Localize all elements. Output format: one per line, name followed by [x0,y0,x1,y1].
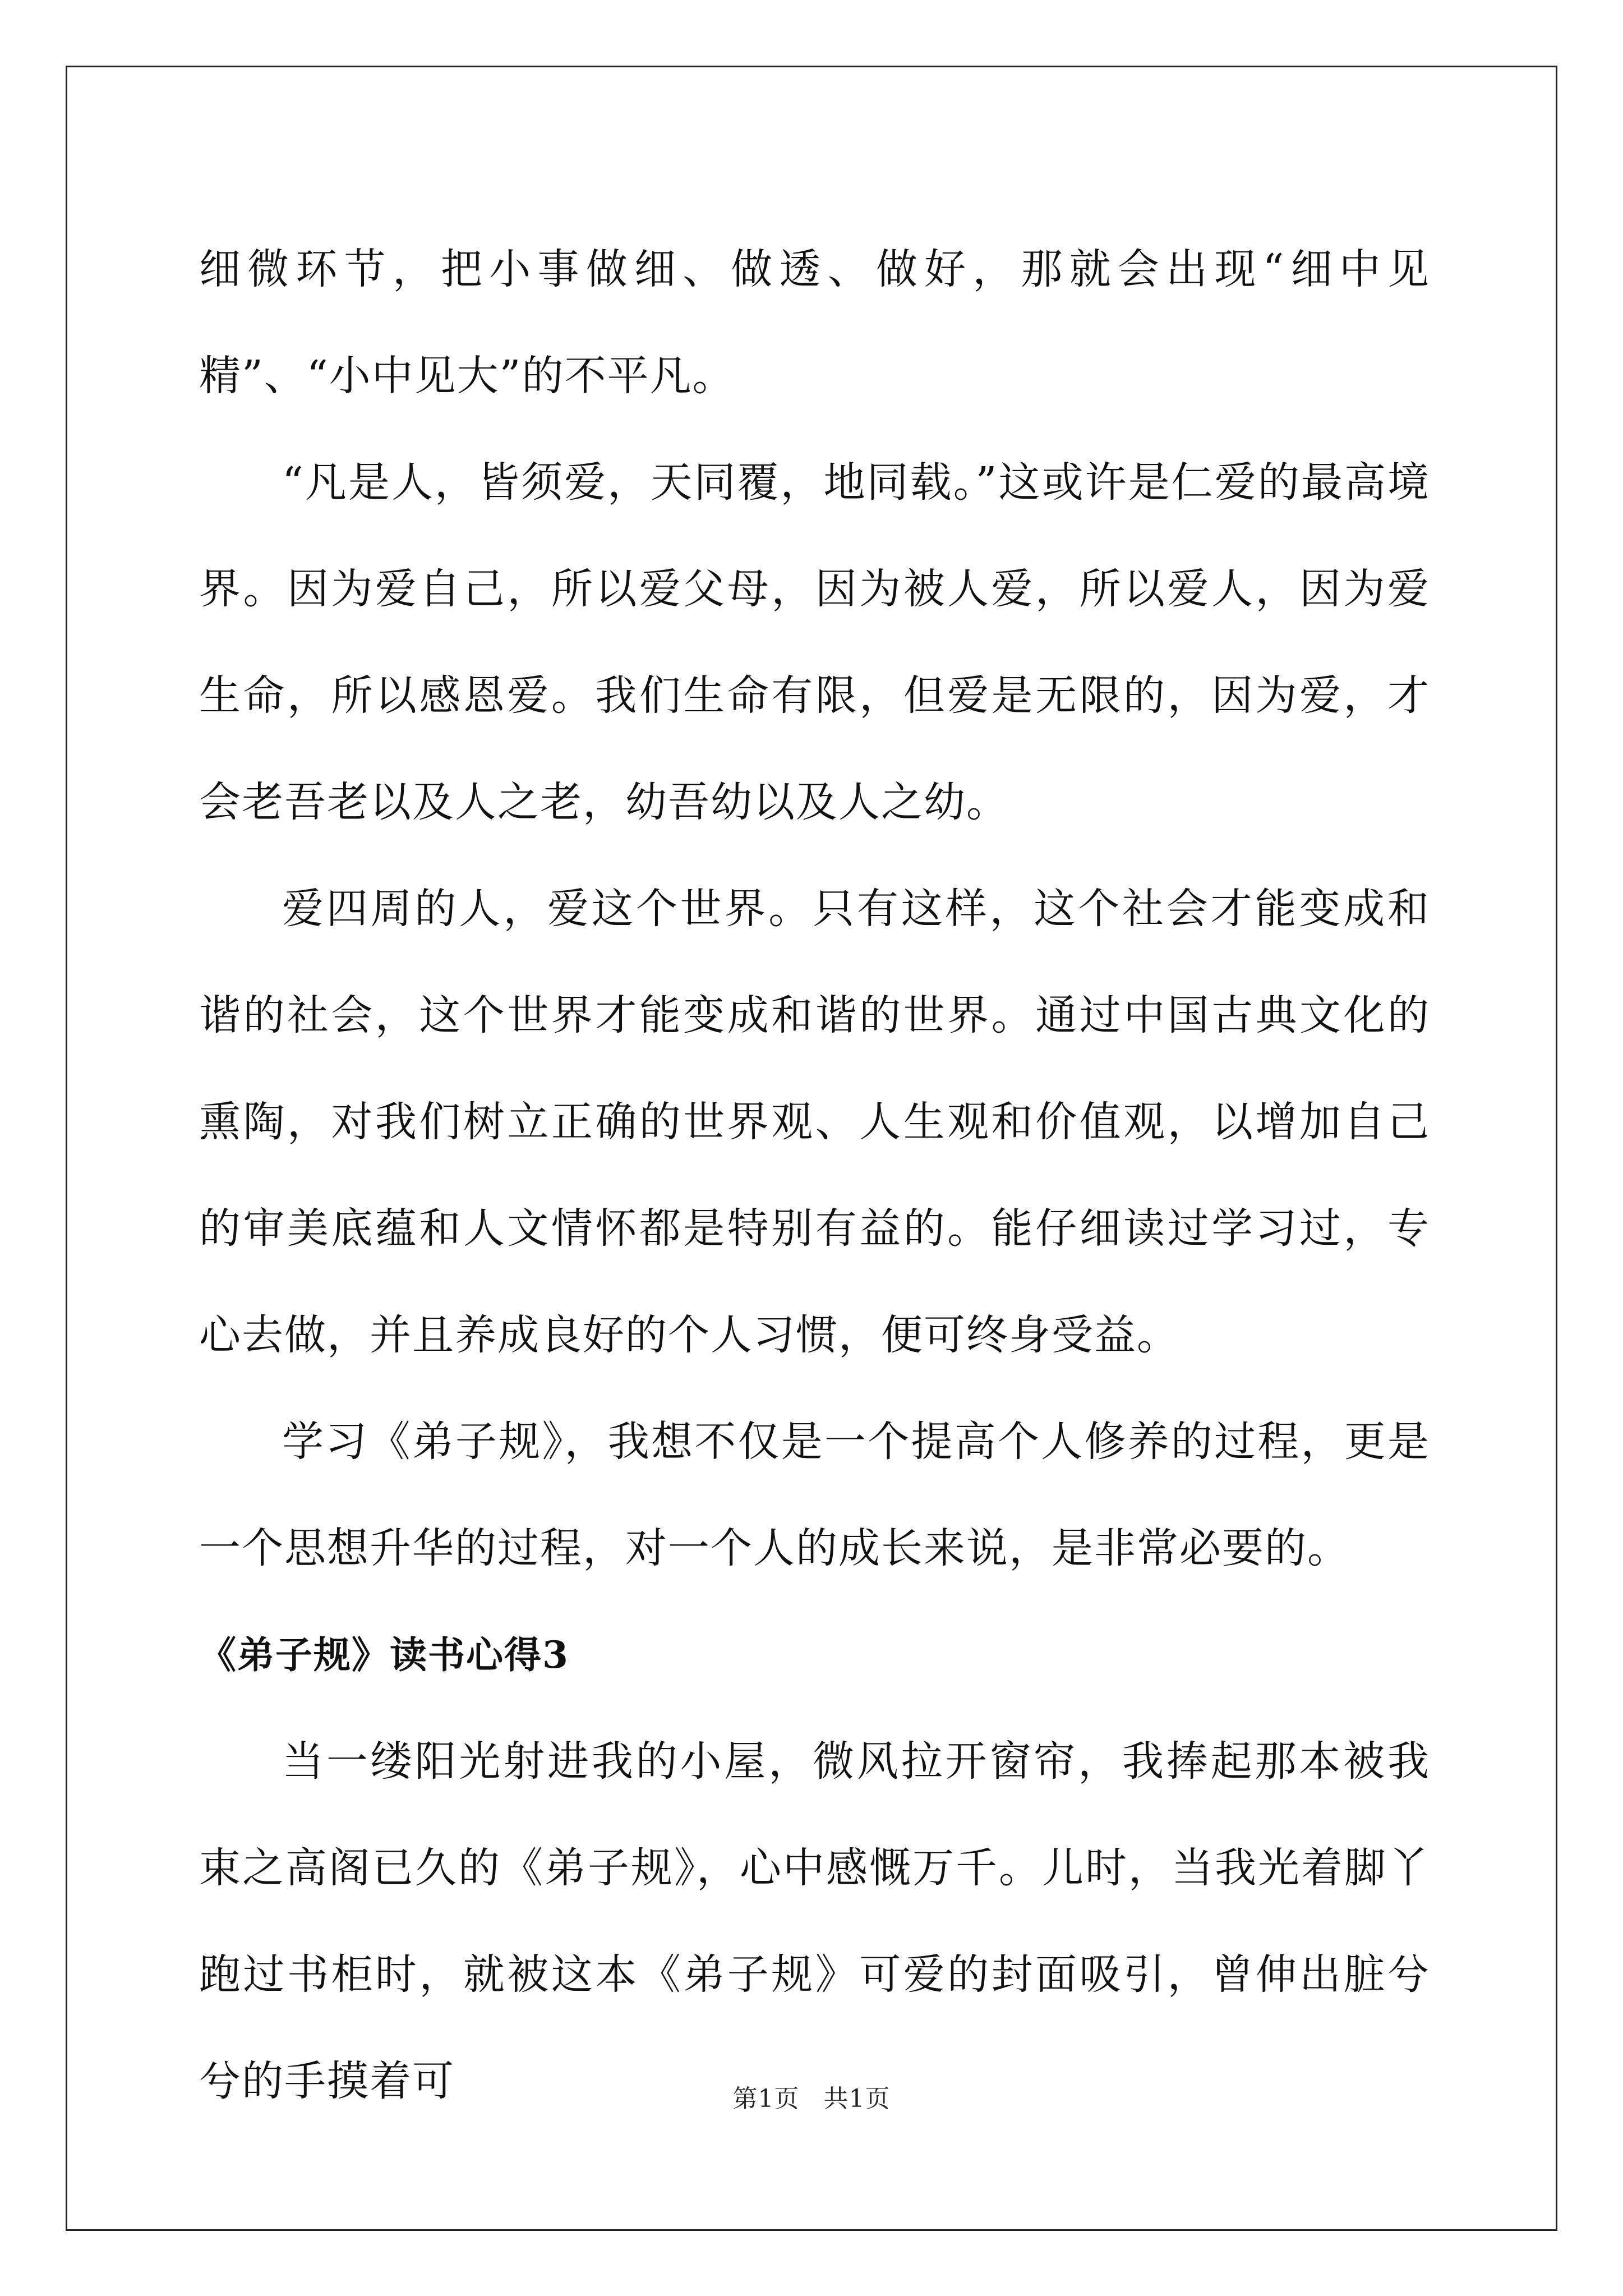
paragraph-2: “凡是人，皆须爱，天同覆，地同载。”这或许是仁爱的最高境界。因为爱自己，所以爱父母，因为被人爱，所以爱人，因为爱生命，所以感恩爱。我们生命有限，但爱是无限的，因为爱，才会老吾老以及人之老，幼吾幼以及人之幼。 [199,458,1430,826]
document-body [199,216,1430,2134]
page-number: 第1页 [732,2085,800,2113]
section-paragraph-1: 当一缕阳光射进我的小屋，微风拉开窗帘，我捧起那本被我束之高阁已久的《弟子规》，心中感慨万千。儿时，当我光着脚丫跑过书柜时，就被这本《弟子规》可爱的封面吸引，曾伸出脏兮兮的手摸着可 [199,1737,1430,2105]
paragraph-4: 学习《弟子规》，我想不仅是一个提高个人修养的过程，更是一个思想升华的过程，对一个人的成长来说，是非常必要的。 [199,1418,1430,1572]
paragraph-3: 爱四周的人，爱这个世界。只有这样，这个社会才能变成和谐的社会，这个世界才能变成和谐的世界。通过中国古典文化的熏陶，对我们树立正确的世界观、人生观和价值观，以增加自己的审美底蕴和人文情怀都是特别有益的。能仔细读过学习过，专心去做，并且养成良好的个人习惯，便可终身受益。 [199,885,1430,1359]
section-heading: 《弟子规》读书心得3 [199,1633,569,1677]
page-total: 共1页 [823,2085,891,2113]
page-footer [0,2078,1623,2114]
paragraph-1: 细微环节，把小事做细、做透、做好，那就会出现“细中见精”、“小中见大”的不平凡。 [199,245,1430,400]
